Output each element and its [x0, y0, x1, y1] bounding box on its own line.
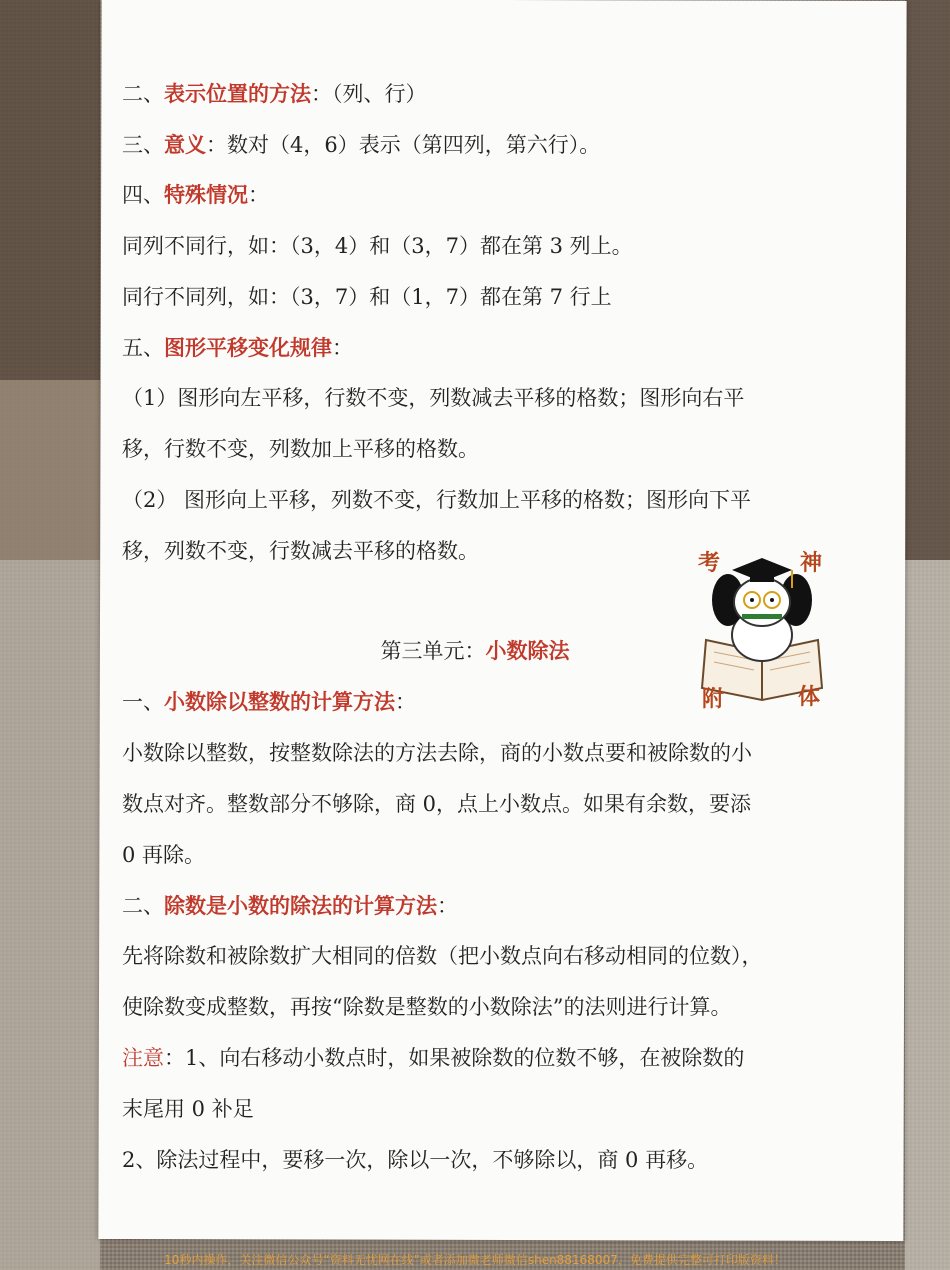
section-translation-rules: [122, 334, 353, 362]
unit-prefix: 第三单元：: [380, 639, 486, 663]
fabric-background-bottom-left: [0, 560, 100, 1270]
mascot-char-top-right: 神: [800, 551, 823, 576]
footer-banner: 10秒内操作，关注微信公众号“资料无忧网在线”或者添加微老师微信shen88168007，免费提供完整可打印版资料！: [164, 1253, 786, 1267]
rule-2-line-1: （2） 图形向上平移，列数不变，行数加上平移的格数；图形向下平: [122, 488, 752, 512]
section-number: 二、: [122, 894, 164, 918]
div1-line-1: 小数除以整数，按整数除法的方法去除，商的小数点要和被除数的小: [122, 741, 752, 765]
section-heading: 除数是小数的除法的计算方法: [164, 894, 437, 918]
rule-1-line-2: 移，行数不变，列数加上平移的格数。: [122, 437, 479, 461]
unit-title: [0, 637, 950, 665]
section-heading: 意义: [164, 133, 206, 157]
special-case-same-column: 同列不同行，如：（3，4）和（3，7）都在第 3 列上。: [122, 234, 633, 258]
div2-line-2: 使除数变成整数，再按“除数是整数的小数除法”的法则进行计算。: [122, 995, 732, 1019]
div1-line-2: 数点对齐。整数部分不够除，商 0，点上小数点。如果有余数，要添: [122, 792, 752, 816]
section-divide-by-decimal: [122, 892, 458, 920]
section-text: ：: [437, 894, 458, 918]
fabric-background-right-top: [905, 0, 950, 560]
section-number: 一、: [122, 690, 164, 714]
section-number: 五、: [122, 336, 164, 360]
note-line-2: 末尾用 0 补足: [122, 1097, 254, 1121]
graduation-cap-base: [750, 574, 774, 582]
mascot-char-bottom-left: 附: [702, 687, 725, 710]
section-text: ：: [395, 690, 416, 714]
fabric-background-mid-left: [0, 380, 100, 560]
section-position-method: [122, 80, 427, 108]
mascot-eye-right: [770, 598, 774, 602]
mascot-char-bottom-right: 体: [798, 685, 821, 710]
section-decimal-divide-integer: [122, 688, 416, 716]
section-number: 四、: [122, 183, 164, 207]
section-heading: 特殊情况: [164, 183, 248, 207]
section-meaning: [122, 131, 600, 159]
fabric-background-right-bottom: [905, 560, 950, 1270]
unit-heading: 小数除法: [485, 639, 570, 663]
mascot-illustration: [692, 540, 832, 710]
special-case-same-row: 同行不同列，如：（3，7）和（1，7）都在第 7 行上: [122, 285, 612, 309]
section-heading: 表示位置的方法: [164, 82, 311, 106]
rule-1-line-1: （1）图形向左平移，行数不变，列数减去平移的格数；图形向右平: [122, 386, 745, 410]
note-2-line: 2、除法过程中，要移一次，除以一次，不够除以，商 0 再移。: [122, 1148, 709, 1172]
note-text: ：1、向右移动小数点时，如果被除数的位数不够，在被除数的: [164, 1046, 745, 1070]
section-text: ：: [332, 336, 353, 360]
mascot-char-top-left: 考: [698, 551, 721, 576]
section-number: 三、: [122, 133, 164, 157]
note-line-1: [122, 1044, 744, 1072]
div1-line-3: 0 再除。: [122, 843, 206, 867]
section-special-cases: [122, 181, 269, 209]
section-number: 二、: [122, 82, 164, 106]
mascot-svg: [692, 540, 832, 710]
rule-2-line-2: 移，列数不变，行数减去平移的格数。: [122, 539, 479, 563]
section-text: ：数对（4，6）表示（第四列，第六行）。: [206, 133, 601, 157]
section-text: ：: [248, 183, 269, 207]
section-text: ：（列、行）: [311, 82, 427, 106]
note-label: 注意: [122, 1046, 164, 1070]
section-heading: 小数除以整数的计算方法: [164, 690, 395, 714]
pencil-icon: [742, 614, 782, 619]
div2-line-1: 先将除数和被除数扩大相同的倍数（把小数点向右移动相同的位数），: [122, 944, 763, 968]
mascot-eye-left: [750, 598, 754, 602]
section-heading: 图形平移变化规律: [164, 336, 332, 360]
